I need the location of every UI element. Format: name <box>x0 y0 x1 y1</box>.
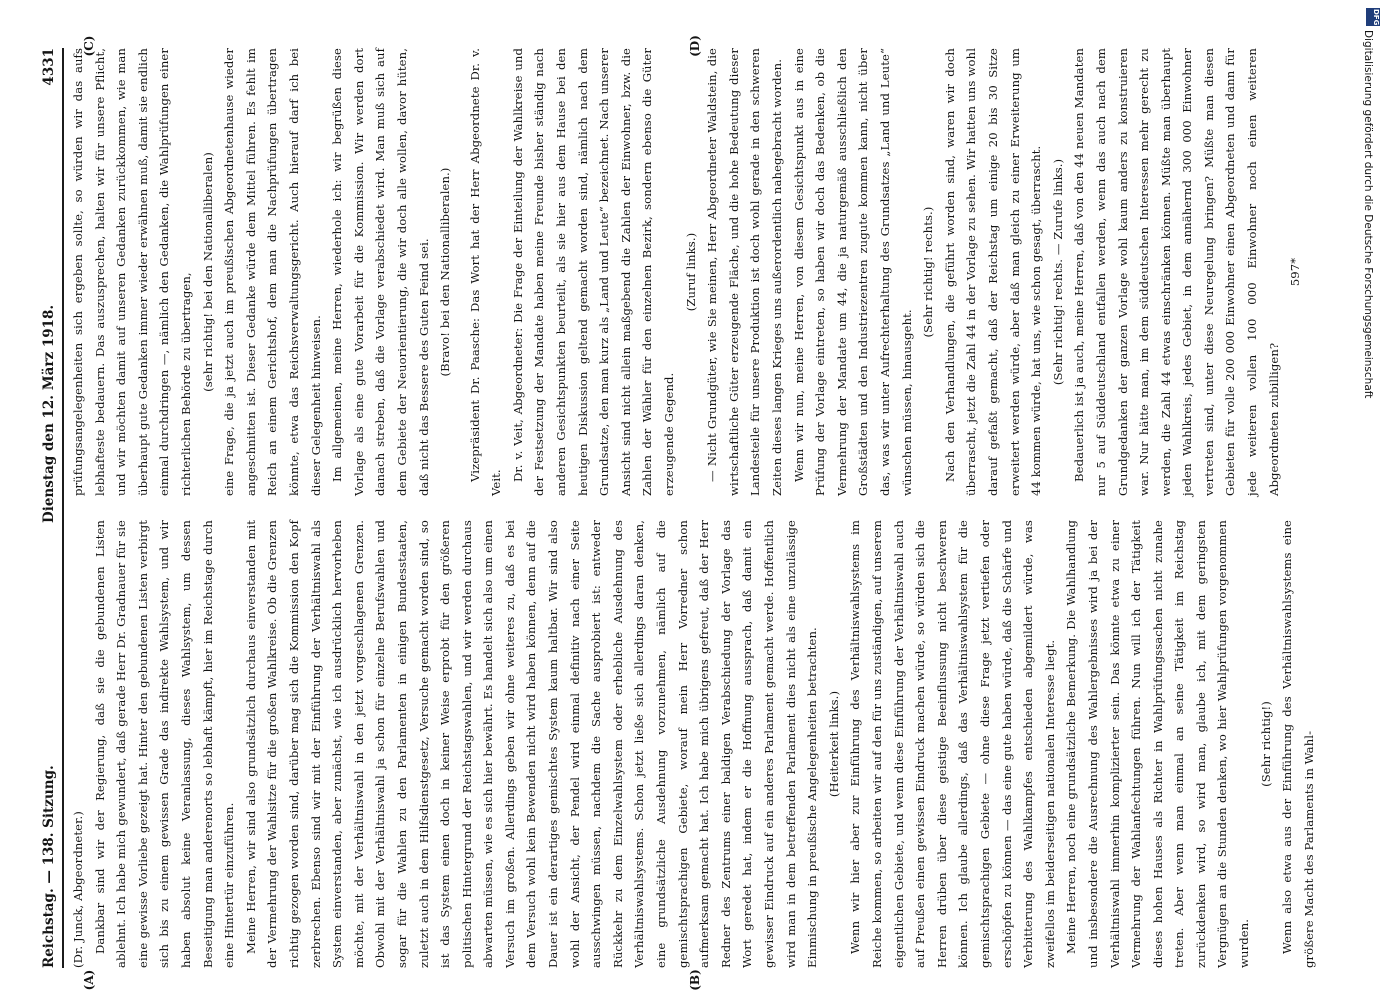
paragraph: Im allgemeinen, meine Herren, wiederhole ich: wir begrüßen diese Vorlage als eine gute Vorarbeit für die Kommission. Wir werden dort danach streben, daß die Vorlage verabschiedet wird. Man muß sich auf dem Gebiete der Neuorientierung, die wir doch alle wollen, davor hüten, daß nicht das Bessere des Guten Feind sei. <box>330 48 431 496</box>
paragraph: Meine Herren, wir sind also grundsätzlich durchaus einverstanden mit der Vermehrung der Wahlsitze für die großen Wahlkreise. Ob die Grenzen richtig gezogen worden sind, darüber mag sich die Kommission den Kopf zerbrechen. Ebenso sind wir mit der Einführung der Verhältniswahl als System einverstanden, aber zunächst, wie ich ausdrücklich hervorheben möchte, mit der Verhältniswahl in den jetzt vorgeschlagenen Grenzen. Obwohl mit der Verhältniswahl ja schon für einzelne Berufswahlen und sogar für die Wahlen zu den Parlamenten in einigen Bundesstaaten, zuletzt auch in dem Hilfsdienstgesetz, Versuche gemacht worden sind, so ist das System einen doch in keiner Weise erprobt für den größeren politischen Hintergrund der Reichstagswahlen, und wir werden durchaus abwarten müssen, wie es sich hier bewährt. Es handelt sich also um einen Versuch im großen. Allerdings geben wir ohne weiteres zu, daß es bei dem Versuch wohl kein Bewenden nicht wird haben können, denn auf die Dauer ist ein derartiges gemischtes System kaum haltbar. Wir sind also wohl der Ansicht, der Pendel wird einmal definitiv nach einer Seite ausschwingen müssen, nachdem die Sache ausprobiert ist: entweder Rückkehr zu dem Einzelwahlsystem oder erhebliche Ausdehnung des Verhältniswahlsystems. Schon jetzt ließe sich allerdings daran denken, eine grundsätzliche Ausdehnung vorzunehmen, nämlich auf die gemischtsprachigen Gebiete, worauf mein Herr Vorredner schon aufmerksam gemacht hat. Ich habe mich übrigens gefreut, daß der Herr Redner des Zentrums einer baldigen Verabschiedung der Vorlage das Wort geredet hat, indem er die Hoffnung aussprach, daß damit ein gewisser Eindruck auf ein anderes Parlament gemacht werde. Hoffentlich wird man in dem betreffenden Parlament dies nicht als eine unzulässige Einmischung in preußische Angelegenheiten betrachten. <box>243 520 820 968</box>
column-left <box>68 520 1316 968</box>
paragraph: Meine Herren, noch eine grundsätzliche Bemerkung. Die Wahlhandlung und insbesondere die Ausrechnung des Wahlergebnisses wird ja bei der Verhältniswahl immerhin komplizierter sein. Das könnte etwa zu einer Vermehrung der Wahlanfechtungen führen. Nun will ich der Tätigkeit dieses hohen Hauses als Richter in Wahlprüfungssachen nicht zunahe treten. Aber wenn man einmal an seine Tätigkeit im Reichstag zurückdenken wird, so wird man, glaube ich, mit dem geringsten Vergnügen an die Stunden denken, wo hier Wahlprüfungen vorgenommen wurden. <box>1064 520 1252 968</box>
page-header <box>38 48 62 968</box>
paragraph: Wenn also etwa aus der Einführung des Verhältniswahlsystems eine größere Macht des Parlaments in Wahl- <box>1280 520 1316 968</box>
interjection: (Heiterkeit links.) <box>826 690 841 798</box>
interjection: (sehr richtig! bei den Nationalliberalen) <box>200 152 215 392</box>
interjection: (Sehr richtig!) <box>1258 701 1273 787</box>
margin-marker-a: (A) <box>82 969 96 991</box>
paragraph: Wenn wir nun, meine Herren, von diesem Gesichtspunkt aus in eine Prüfung der Vorlage eintreten, so haben wir doch das Bedenken, ob die Vermehrung der Mandate um 44, die ja naturgemäß ausschließlich den Großstädten und den Industriezentren zugute kommen kann, nicht über das, was wir unter Aufrechterhaltung des Grundsatzes „Land und Leute“ wünschen müssen, hinausgeht. <box>791 48 914 496</box>
paragraph: Nach den Verhandlungen, die geführt worden sind, waren wir doch überrascht, jetzt die Zahl 44 in der Vorlage zu sehen. Wir hatten uns wohl darauf gefaßt gemacht, daß der Reichstag um einige 20 bis 30 Sitze erweitert werden würde, aber daß man gleich zu einer Erweiterung um 44 kommen würde, hat uns, wie schon gesagt, überrascht. <box>942 48 1044 496</box>
interjection: (Zuruf links.) <box>683 232 698 312</box>
margin-marker-b: (B) <box>688 969 702 991</box>
rotated-page-content <box>38 35 1328 991</box>
page-number: 4331 <box>41 48 57 86</box>
dfg-logo: DFG <box>1366 8 1380 26</box>
paragraph: prüfungsangelegenheiten sich ergeben sollte, so würden wir das aufs lebhafteste bedauern. Das auszusprechen, halten wir für unsere Pflicht, und wir möchten damit auf unseren Gedanken zurückkommen, wie man überhaupt gute Gedanken immer wieder erwähnen muß, damit sie endlich einmal durchdringen —, nämlich den Gedanken, die Wahlprüfungen einer richterlichen Behörde zu übertragen, <box>71 48 193 496</box>
paragraph: Dr. v. Veit, Abgeordneter: Die Frage der Einteilung der Wahlkreise und der Festsetzung der Mandate haben meine Freunde bisher ständig nach anderen Gesichtspunkten beurteilt, als sie hier aus dem Hause bei den heutigen Diskussion geltend gemacht worden sind, nämlich nach dem Grundsatze, den man kurz als „Land und Leute“ bezeichnet. Nach unserer Ansicht sind nicht allein maßgebend die Zahlen der Einwohner, bzw. die Zahlen der Wähler für den einzelnen Bezirk, sondern ebenso die Güter erzeugende Gegend. <box>510 48 677 496</box>
paragraph: (Dr. Junck, Abgeordneter.) <box>71 811 85 968</box>
paragraph: eine Frage, die ja jetzt auch im preußischen Abgeordnetenhause wieder angeschnitten ist. Dieser Gedanke würde dem Mittel führen. Es fehlt im Reich an einem Gerichtshof, dem man die Nachprüfungen übertragen könnte, etwa das Reichsverwaltungsgericht. Auch hierauf darf ich bei dieser Gelegenheit hinweisen. <box>222 48 323 496</box>
margin-marker-c: (C) <box>82 35 96 57</box>
header-left: Reichstag. — 138. Sitzung. <box>41 765 57 968</box>
interjection: (Bravo! bei den Nationalliberalen.) <box>438 167 453 377</box>
paragraph: — Nicht Grundgüter, wie Sie meinen, Herr Abgeordneter Waldstein, die wirtschaftliche Güter erzeugende Fläche, und die hohe Bedeutung dieser Landesteile für unsere Produktion ist doch wohl gerade in den schweren Zeiten dieses langen Krieges uns außerordentlich nahegebracht worden. <box>705 48 784 496</box>
sheet-signature: 597* <box>1288 257 1303 287</box>
column-right <box>68 48 1303 496</box>
paragraph: Wenn wir hier aber zur Einführung des Verhältniswahlsystems im Reiche kommen, so arbeiten wir auf den für uns zuständigen, auf unserem eigentlichen Gebiete, und wenn diese Einführung der Verhältniswahl auch auf Preußen einen gewissen Eindruck machen würde, so würden sich die Herren drüben über diese geistige Beeinflussung nicht beschweren können. Ich glaube allerdings, daß das Verhältniswahlsystem für die gemischtsprachigen Gebiete — ohne diese Frage jetzt vertiefen oder erschöpfen zu können — das eine gute haben würde, daß die Schärfe und Verbitterung des Wahlkampfes entschieden abgemildert würde, was zweifellos im beiderseitigen nationalen Interesse liegt. <box>848 520 1057 968</box>
margin-marker-d: (D) <box>688 35 702 57</box>
paragraph: Vizepräsident Dr. Paasche: Das Wort hat der Herr Abgeordnete Dr. v. Veit. <box>467 48 504 496</box>
interjection: (Sehr richtig! rechts.) <box>921 206 936 338</box>
paragraph: Bedauerlich ist ja auch, meine Herren, daß von den 44 neuen Mandaten nur 5 auf Süddeutschland entfallen werden, wenn das auch nach dem Grundgedanken der ganzen Vorlage wohl kaum anders zu konstruieren war. Nur hätte man, im dem süddeutschen Interessen mehr gerecht zu werden, die Zahl 44 etwas einschränken können. Müßte man überhaupt jeden Wahlkreis, jedes Gebiet, in dem annähernd 300 000 Einwohner vertreten sind, unter diese Neuregelung bringen? Müßte man diesen Gebieten für volle 200 000 Einwohner einen Abgeordneten und dann für jede weiteren vollen 100 000 Einwohner noch einen weiteren Abgeordneten zubilligen? <box>1072 48 1281 496</box>
interjection: (Sehr richtig! rechts. — Zurufe links.) <box>1050 158 1065 386</box>
header-rule <box>62 48 64 968</box>
digitization-credit: Digitalisierung gefördert durch die Deutsche Forschungsgemeinschaft <box>1362 30 1374 399</box>
header-center: Dienstag den 12. März 1918. <box>41 304 57 523</box>
paragraph: Dankbar sind wir der Regierung, daß sie die gebundenen Listen ablehnt. Ich habe mich gewundert, daß gerade Herr Dr. Gradnauer für sie eine gewisse Vorliebe gezeigt hat. Hinter den gebundenen Listen verbirgt sich bis zu einem gewissen Grade das indirekte Wahlsystem, und wir haben absolut keine Veranlassung, dieses Wahlsystem, um dessen Beseitigung man anderenorts so lebhaft kämpft, hier im Reichstage durch eine Hintertür einzuführen. <box>92 520 237 968</box>
